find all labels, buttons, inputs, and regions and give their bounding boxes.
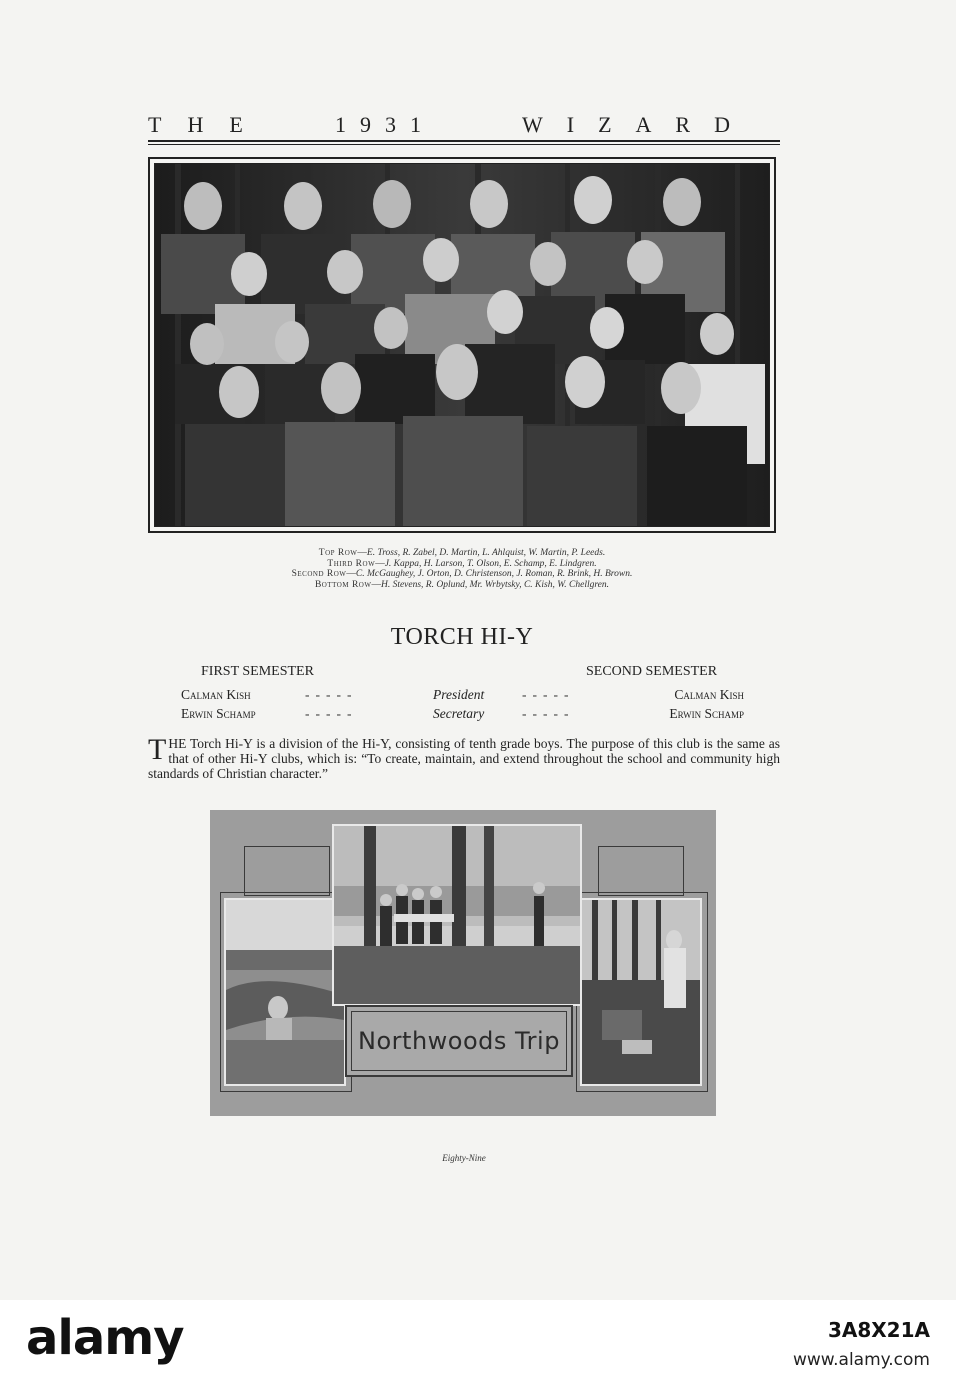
first-semester-heading: FIRST SEMESTER: [201, 664, 314, 679]
montage-caption: Northwoods Trip: [358, 1027, 560, 1055]
officer-role: President: [433, 687, 485, 702]
caption-line: Bottom Row—H. Stevens, R. Oplund, Mr. Wrbytsky, C. Kish, W. Chellgren.: [314, 579, 610, 590]
montage-photo-center: [332, 824, 582, 1006]
stock-logo: alamy: [26, 1310, 184, 1366]
montage-outline: [244, 846, 330, 896]
montage-caption-box: [345, 1005, 573, 1077]
header-word-the: THE: [148, 112, 269, 137]
dash-leader: -----: [522, 687, 575, 702]
photo-captions: [148, 548, 776, 590]
header-rule-thin: [148, 144, 780, 145]
header-word-wizard: WIZARD: [522, 112, 754, 137]
officer-row: [181, 706, 744, 724]
description-paragraph: [148, 733, 780, 781]
header-word-year: 1931: [335, 112, 435, 137]
paragraph-text: HE Torch Hi-Y is a division of the Hi-Y, consisting of tenth grade boys. The purpose of this club is the same as that of other Hi-Y clubs, which is: “To create, maintain, and extend throughout the school and community high standards of Christian character.”: [148, 736, 780, 781]
montage-outline: [598, 846, 684, 896]
group-photo: [154, 163, 770, 527]
dash-leader: -----: [522, 706, 575, 721]
montage-photo-right: [580, 898, 702, 1086]
caption-line: Second Row—C. McGaughey, J. Orton, D. Christenson, J. Roman, R. Brink, H. Brown.: [291, 569, 633, 579]
officer-row: [181, 687, 744, 705]
page-number: Eighty-Nine: [442, 1153, 486, 1163]
officer-first-semester: Erwin Schamp: [181, 706, 256, 721]
dash-leader: -----: [305, 687, 358, 702]
officer-first-semester: Calman Kish: [181, 687, 251, 702]
drop-cap: T: [148, 733, 167, 766]
montage-photo-left: [224, 898, 346, 1086]
caption-line: Third Row—J. Kappa, H. Larson, T. Olson, E. Schamp, E. Lindgren.: [327, 558, 597, 569]
page-title: TORCH HI-Y: [390, 624, 534, 650]
officer-second-semester: Erwin Schamp: [669, 706, 744, 721]
stock-image-id: 3A8X21A: [827, 1318, 930, 1342]
header-rule: [148, 140, 780, 142]
second-semester-heading: SECOND SEMESTER: [586, 664, 718, 679]
dash-leader: -----: [305, 706, 358, 721]
caption-line: Top Row—E. Tross, R. Zabel, D. Martin, L. Ahlquist, W. Martin, P. Leeds.: [318, 548, 606, 558]
page-header: [148, 112, 780, 138]
officer-second-semester: Calman Kish: [674, 687, 744, 702]
group-photo-frame: [148, 157, 776, 533]
group-photo-illustration: [155, 164, 770, 527]
officer-role: Secretary: [433, 706, 485, 721]
stock-url[interactable]: www.alamy.com: [792, 1350, 930, 1370]
